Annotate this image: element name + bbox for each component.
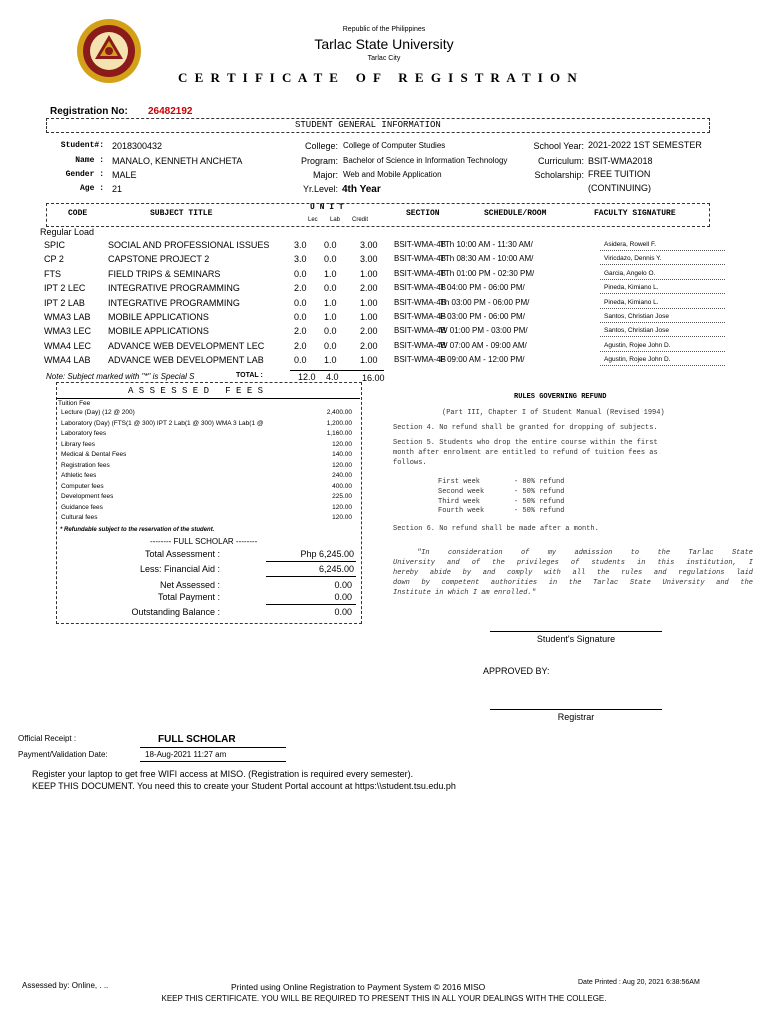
fee-row bbox=[60, 493, 360, 502]
fee-amount: 120.00 bbox=[332, 503, 352, 511]
refund-week: Second week bbox=[438, 487, 485, 496]
subject-schedule: W 01:00 PM - 03:00 PM/ bbox=[440, 326, 528, 336]
date-printed: Date Printed : Aug 20, 2021 6:38:56AM bbox=[578, 979, 700, 986]
outstanding-label: Outstanding Balance : bbox=[131, 607, 220, 617]
fee-row bbox=[60, 451, 360, 460]
fee-label: Lecture (Day) (12 @ 200) bbox=[61, 409, 135, 416]
subject-faculty: Agustin, Rojee John D. bbox=[604, 341, 671, 349]
fee-amount: 240.00 bbox=[332, 472, 352, 479]
subject-row bbox=[0, 312, 768, 326]
university-name: Tarlac State University bbox=[314, 36, 454, 52]
yrlevel: 4th Year bbox=[342, 184, 381, 195]
subject-section: BSIT-WMA-4B bbox=[394, 326, 447, 336]
net-assessed: 0.00 bbox=[334, 580, 352, 590]
subject-row bbox=[0, 341, 768, 355]
fee-amount: 120.00 bbox=[332, 461, 352, 469]
subject-section: BSIT-WMA-4B bbox=[394, 268, 447, 278]
subject-row bbox=[0, 240, 768, 254]
keep-certificate-notice: KEEP THIS CERTIFICATE. YOU WILL BE REQUIRED TO PRESENT THIS IN ALL YOUR DEALINGS WITH THE COLLEGE. bbox=[161, 994, 607, 1003]
student-signature-label: Student's Signature bbox=[536, 634, 616, 644]
name-label: Name : bbox=[75, 156, 104, 165]
validation-date: 18-Aug-2021 11:27 am bbox=[145, 750, 227, 759]
subject-credit: 1.00 bbox=[360, 297, 378, 308]
student-name: MANALO, KENNETH ANCHETA bbox=[112, 156, 243, 166]
fee-row bbox=[60, 483, 360, 492]
subject-code: WMA4 LAB bbox=[44, 355, 91, 366]
subject-section: BSIT-WMA-4B bbox=[394, 254, 447, 264]
subject-credit: 1.00 bbox=[360, 268, 378, 279]
subject-schedule: TTh 01:00 PM - 02:30 PM/ bbox=[440, 268, 535, 278]
fee-row bbox=[60, 514, 360, 523]
fee-row bbox=[60, 441, 360, 450]
special-note: Note: Subject marked with "*" is Special S bbox=[46, 372, 195, 381]
registrar-label: Registrar bbox=[557, 712, 595, 722]
validation-date-line bbox=[140, 761, 286, 762]
total-assessment-label: Total Assessment : bbox=[144, 549, 220, 559]
refund-percent: - 50% refund bbox=[514, 497, 565, 506]
subject-row bbox=[0, 254, 768, 268]
refund-section5-line3: follows. bbox=[393, 459, 427, 467]
subject-lab: 1.0 bbox=[324, 312, 337, 322]
total-payment-label: Total Payment : bbox=[157, 592, 220, 602]
col-lec: Lec bbox=[308, 217, 318, 223]
subject-title: MOBILE APPLICATIONS bbox=[108, 326, 209, 337]
subject-schedule: F 09:00 AM - 12:00 PM/ bbox=[440, 355, 525, 365]
republic-text: Republic of the Philippines bbox=[342, 26, 426, 33]
faculty-signature-line bbox=[600, 336, 725, 337]
faculty-signature-line bbox=[600, 365, 725, 366]
subject-credit: 1.00 bbox=[360, 312, 378, 322]
subject-faculty: Viricdazo, Dennis Y. bbox=[604, 255, 662, 263]
total-assessment: Php 6,245.00 bbox=[300, 549, 354, 559]
regular-load-label: Regular Load bbox=[40, 227, 95, 237]
financial-aid: 6,245.00 bbox=[318, 564, 354, 574]
subject-credit: 3.00 bbox=[360, 240, 378, 250]
college-label: College: bbox=[304, 141, 338, 151]
subject-lec: 2.0 bbox=[294, 340, 307, 351]
fee-label: Laboratory fees bbox=[61, 430, 107, 437]
validation-date-label: Payment/Validation Date: bbox=[18, 750, 108, 759]
subject-faculty: Santos, Christian Jose bbox=[604, 313, 670, 320]
official-receipt-label: Official Receipt : bbox=[18, 734, 77, 743]
registrar-line bbox=[490, 709, 662, 710]
subject-code: CP 2 bbox=[44, 254, 64, 265]
subject-lec: 2.0 bbox=[294, 283, 307, 294]
city-text: Tarlac City bbox=[367, 55, 401, 62]
subject-code: WMA3 LAB bbox=[44, 312, 91, 322]
subject-row bbox=[0, 269, 768, 283]
fee-amount: 400.00 bbox=[332, 482, 352, 490]
fee-amount: 225.00 bbox=[332, 493, 352, 500]
total-underline bbox=[290, 370, 384, 371]
quote-line: hereby abide by and comply with all the rules and regulations laid bbox=[393, 569, 753, 577]
subject-lec: 2.0 bbox=[294, 326, 307, 337]
fee-label: Development fees bbox=[61, 493, 114, 500]
col-faculty: FACULTY SIGNATURE bbox=[594, 209, 676, 218]
gender: MALE bbox=[112, 170, 137, 180]
fee-amount: 1,160.00 bbox=[326, 430, 352, 437]
subject-title: FIELD TRIPS & SEMINARS bbox=[108, 268, 221, 279]
faculty-signature-line bbox=[600, 351, 725, 352]
faculty-signature-line bbox=[600, 264, 725, 265]
refund-week: Fourth week bbox=[438, 507, 485, 516]
subject-lab: 1.0 bbox=[324, 268, 337, 279]
subject-credit: 3.00 bbox=[360, 254, 378, 265]
faculty-signature-line bbox=[600, 322, 725, 323]
financial-aid-line bbox=[266, 576, 356, 577]
subject-faculty: Pineda, Kimiano L. bbox=[604, 284, 659, 292]
subject-title: SOCIAL AND PROFESSIONAL ISSUES bbox=[108, 240, 270, 250]
subject-lec: 3.0 bbox=[294, 240, 307, 250]
wifi-notice: Register your laptop to get free WIFI access at MISO. (Registration is required every semester). bbox=[32, 769, 414, 779]
fee-row bbox=[60, 409, 360, 418]
scholarship: FREE TUITION bbox=[588, 169, 651, 179]
school-year: 2021-2022 1ST SEMESTER bbox=[588, 140, 702, 150]
refund-week: First week bbox=[438, 478, 481, 486]
subject-code: WMA3 LEC bbox=[44, 326, 92, 337]
scholarship-continuing: (CONTINUING) bbox=[588, 183, 651, 193]
total-payment-line bbox=[266, 604, 356, 605]
fee-label: Guidance fees bbox=[61, 503, 103, 511]
subject-section: BSIT-WMA-4B bbox=[394, 240, 447, 249]
subject-lab: 0.0 bbox=[324, 326, 337, 337]
subject-faculty: Garcia, Angelo O. bbox=[604, 269, 656, 277]
refund-percent: - 50% refund bbox=[514, 487, 565, 496]
refund-percent: - 80% refund bbox=[514, 478, 565, 486]
subject-section: BSIT-WMA-4B bbox=[394, 283, 447, 293]
fee-label: Library fees bbox=[61, 440, 95, 448]
outstanding-balance: 0.00 bbox=[334, 607, 352, 617]
fee-label: Cultural fees bbox=[61, 514, 98, 521]
refund-percent: - 50% refund bbox=[514, 507, 565, 516]
fees-title-underline bbox=[56, 398, 360, 399]
fee-amount: 2,400.00 bbox=[326, 409, 352, 416]
certificate-title: C E R T I F I C A T E O F R E G I S T R A T I O N bbox=[178, 70, 579, 85]
refund-subtitle: (Part III, Chapter I of Student Manual (Revised 1994) bbox=[442, 409, 665, 417]
official-receipt-line bbox=[140, 747, 286, 748]
subject-lab: 0.0 bbox=[324, 283, 337, 294]
fee-row bbox=[60, 420, 360, 429]
fee-amount: 140.00 bbox=[332, 451, 352, 458]
col-credit: Credit bbox=[352, 217, 369, 223]
subject-title: INTEGRATIVE PROGRAMMING bbox=[108, 283, 240, 294]
total-lab: 4.0 bbox=[326, 372, 339, 382]
net-assessed-label: Net Assessed : bbox=[159, 580, 220, 590]
fee-amount: 1,200.00 bbox=[326, 419, 352, 427]
refund-title: RULES GOVERNING REFUND bbox=[514, 393, 607, 401]
col-subject-title: SUBJECT TITLE bbox=[150, 209, 213, 218]
financial-aid-label: Less: Financial Aid : bbox=[139, 564, 220, 574]
subject-title: INTEGRATIVE PROGRAMMING bbox=[108, 297, 240, 308]
subject-lab: 0.0 bbox=[324, 340, 337, 351]
subject-schedule: TTh 08:30 AM - 10:00 AM/ bbox=[440, 254, 534, 264]
curriculum-label: Curriculum: bbox=[537, 156, 584, 166]
subject-row bbox=[0, 355, 768, 369]
fee-label: Computer fees bbox=[61, 482, 104, 490]
fee-row bbox=[60, 462, 360, 471]
refund-week: Third week bbox=[438, 497, 481, 506]
subject-lec: 0.0 bbox=[294, 312, 307, 322]
fee-row bbox=[60, 472, 360, 481]
subject-title: ADVANCE WEB DEVELOPMENT LEC bbox=[108, 340, 265, 351]
faculty-signature-line bbox=[600, 250, 725, 251]
subject-row bbox=[0, 326, 768, 340]
age-label: Age : bbox=[79, 184, 104, 193]
subject-title: ADVANCE WEB DEVELOPMENT LAB bbox=[108, 355, 264, 366]
subject-section: BSIT-WMA-4B bbox=[394, 297, 447, 307]
faculty-signature-line bbox=[600, 279, 725, 280]
refund-section4: Section 4. No refund shall be granted for dropping of subjects. bbox=[393, 424, 658, 432]
total-payment: 0.00 bbox=[334, 592, 352, 602]
assessed-by: Assessed by: Online, . .. bbox=[22, 981, 109, 990]
program: Bachelor of Science in Information Technology bbox=[343, 156, 508, 165]
age: 21 bbox=[112, 184, 123, 194]
refund-section5-line1: Section 5. Students who drop the entire course within the first bbox=[393, 439, 658, 447]
col-lab: Lab bbox=[330, 217, 341, 223]
official-receipt-value: FULL SCHOLAR bbox=[158, 734, 236, 745]
subject-code: SPIC bbox=[44, 240, 66, 250]
total-credit: 16.00 bbox=[362, 373, 385, 383]
quote-line: Institute in which I am enrolled." bbox=[393, 589, 536, 597]
faculty-signature-line bbox=[600, 308, 725, 309]
subject-row bbox=[0, 298, 768, 312]
total-lec: 12.0 bbox=[298, 372, 316, 382]
student-no: 2018300432 bbox=[112, 141, 163, 151]
fee-label: Medical & Dental Fees bbox=[61, 451, 127, 458]
gender-label: Gender : bbox=[65, 170, 104, 179]
portal-notice: KEEP THIS DOCUMENT. You need this to create your Student Portal account at https:\\student.tsu.edu.ph bbox=[32, 781, 456, 791]
faculty-signature-line bbox=[600, 293, 725, 294]
subject-lec: 3.0 bbox=[294, 254, 307, 265]
subject-lec: 0.0 bbox=[294, 268, 307, 279]
subject-section: BSIT-WMA-4B bbox=[394, 355, 447, 365]
col-section: SECTION bbox=[406, 209, 440, 218]
subject-code: IPT 2 LEC bbox=[44, 283, 86, 294]
quote-line: University and of the privileges of students in this institution, I bbox=[393, 559, 753, 567]
subject-faculty: Agustin, Rojee John D. bbox=[604, 356, 671, 364]
fee-row bbox=[60, 430, 360, 439]
subject-section: BSIT-WMA-4B bbox=[394, 312, 447, 321]
subject-lab: 1.0 bbox=[324, 297, 337, 308]
subject-title: CAPSTONE PROJECT 2 bbox=[108, 254, 210, 265]
full-scholar-banner: -------- FULL SCHOLAR -------- bbox=[150, 537, 258, 546]
quote-line: down by competent authorities in the Tarlac State University and the bbox=[393, 579, 753, 587]
subject-faculty: Asidera, Rowell F. bbox=[604, 241, 657, 248]
registration-number: 26482192 bbox=[148, 106, 193, 117]
fee-label: Laboratory (Day) (FTS(1 @ 300) IPT 2 Lab(1 @ 300) WMA 3 Lab(1 @ bbox=[61, 419, 264, 427]
subject-code: FTS bbox=[44, 268, 61, 279]
total-label: TOTAL : bbox=[236, 372, 263, 379]
curriculum: BSIT-WMA2018 bbox=[588, 156, 653, 166]
subject-credit: 2.00 bbox=[360, 283, 378, 294]
subject-credit: 2.00 bbox=[360, 326, 378, 337]
refundable-note: * Refundable subject to the reservation of the student. bbox=[60, 527, 215, 533]
college: College of Computer Studies bbox=[343, 141, 446, 150]
refund-section5-line2: month after enrolment are entitled to refund of tuition fees as bbox=[393, 449, 658, 457]
subject-lec: 0.0 bbox=[294, 297, 307, 308]
fee-label: Athletic fees bbox=[61, 472, 97, 479]
scholarship-label: Scholarship: bbox=[534, 170, 584, 180]
subject-lab: 1.0 bbox=[324, 355, 337, 366]
program-label: Program: bbox=[300, 156, 338, 166]
tuition-fee-label: Tuition Fee bbox=[58, 400, 91, 407]
subject-title: MOBILE APPLICATIONS bbox=[108, 312, 209, 322]
printed-using: Printed using Online Registration to Payment System © 2016 MISO bbox=[231, 982, 486, 992]
major: Web and Mobile Application bbox=[343, 170, 442, 179]
subject-code: IPT 2 LAB bbox=[44, 297, 85, 308]
subject-code: WMA4 LEC bbox=[44, 340, 92, 351]
col-code: CODE bbox=[68, 209, 88, 218]
refund-section6: Section 6. No refund shall be made after a month. bbox=[393, 525, 599, 533]
subject-section: BSIT-WMA-4B bbox=[394, 340, 447, 350]
student-info-title: STUDENT GENERAL INFORMATION bbox=[295, 120, 441, 130]
subject-schedule: W 07:00 AM - 09:00 AM/ bbox=[440, 340, 527, 350]
subject-schedule: Th 03:00 PM - 06:00 PM/ bbox=[440, 297, 530, 307]
subject-faculty: Pineda, Kimiano L. bbox=[604, 298, 659, 306]
subject-schedule: T 04:00 PM - 06:00 PM/ bbox=[440, 283, 525, 293]
registration-label: Registration No: bbox=[50, 106, 128, 117]
subject-lab: 0.0 bbox=[324, 254, 337, 265]
approved-by-label: APPROVED BY: bbox=[483, 666, 550, 676]
subject-schedule: TTh 10:00 AM - 11:30 AM/ bbox=[440, 240, 533, 249]
refund-quote bbox=[393, 548, 753, 598]
total-assessment-line bbox=[266, 561, 356, 562]
major-label: Major: bbox=[312, 170, 338, 180]
subject-lec: 0.0 bbox=[294, 355, 307, 366]
subject-credit: 1.00 bbox=[360, 355, 378, 366]
fee-amount: 120.00 bbox=[332, 440, 352, 448]
quote-line: "In consideration of my admission to the Tarlac State bbox=[417, 549, 753, 557]
subject-row bbox=[0, 283, 768, 297]
col-unit: U N I T bbox=[310, 203, 344, 212]
subject-credit: 2.00 bbox=[360, 340, 378, 351]
school-year-label: School Year: bbox=[533, 141, 584, 151]
student-no-label: Student#: bbox=[60, 141, 104, 150]
fee-label: Registration fees bbox=[61, 461, 110, 469]
yrlevel-label: Yr.Level: bbox=[302, 184, 338, 194]
col-schedule: SCHEDULE/ROOM bbox=[484, 209, 547, 218]
subject-lab: 0.0 bbox=[324, 240, 337, 250]
student-signature-line bbox=[490, 631, 662, 632]
assessed-fees-title: A S S E S S E D F E E S bbox=[128, 386, 264, 396]
subject-faculty: Santos, Christian Jose bbox=[604, 327, 670, 335]
fee-amount: 120.00 bbox=[332, 514, 352, 521]
subject-schedule: F 03:00 PM - 06:00 PM/ bbox=[440, 312, 525, 321]
fee-row bbox=[60, 504, 360, 513]
